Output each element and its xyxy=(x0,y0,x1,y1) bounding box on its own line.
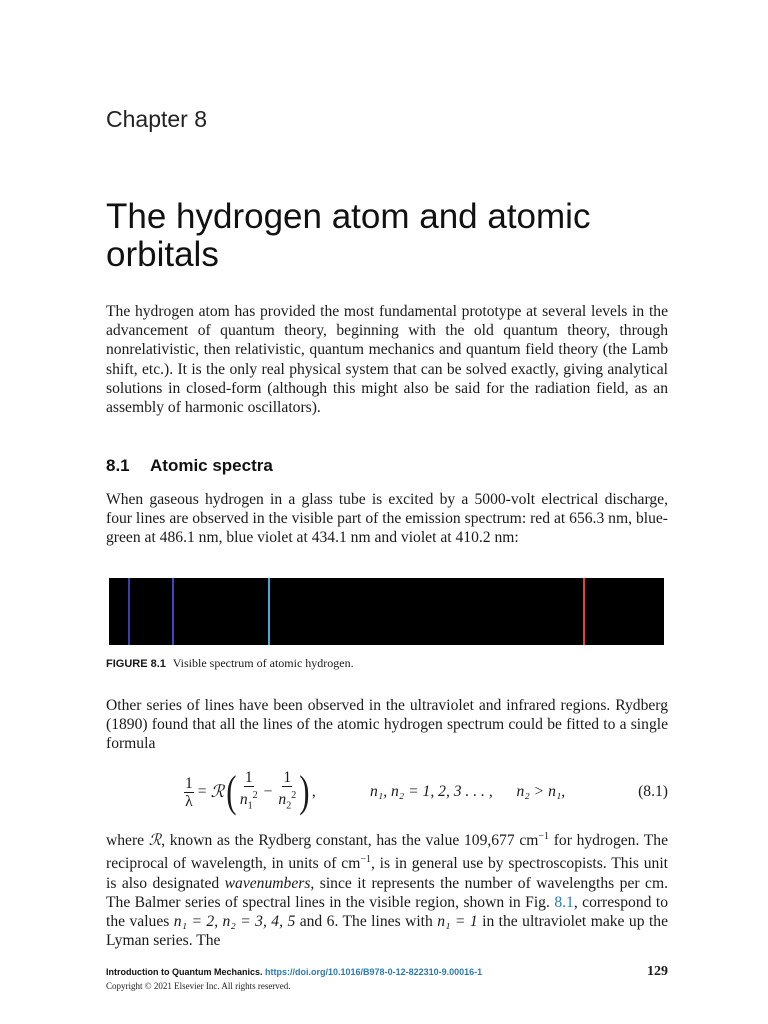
n1-subscript: 1 xyxy=(247,800,253,812)
spectral-line-red xyxy=(583,578,585,645)
section-heading xyxy=(106,456,273,476)
section-title: Atomic spectra xyxy=(150,456,273,475)
text-run: , known as the Rydberg constant, has the value 109,677 cm xyxy=(161,832,539,850)
emphasis-wavenumbers: wavenumbers xyxy=(224,874,311,892)
page-number: 129 xyxy=(647,964,668,979)
section-number: 8.1 xyxy=(106,456,130,475)
lhs-denominator: λ xyxy=(185,792,193,810)
section-paragraph: When gaseous hydrogen in a glass tube is excited by a 5000-volt electrical discharge, four lines are observed in the visible part of the emission spectrum: red at 656.3 nm, blue-green at 486.1 nm, blue violet at 434.1 nm and violet at 410.2 nm: xyxy=(106,491,668,547)
n2-symbol: n xyxy=(278,791,287,809)
term2-fraction xyxy=(277,769,297,814)
text-run: , is in general use by spectroscopists. This unit is also designated xyxy=(106,855,668,892)
figure-reference-link[interactable]: 8.1 xyxy=(554,893,574,911)
rydberg-symbol-inline: ℛ xyxy=(148,832,162,850)
copyright: Copyright © 2021 Elsevier Inc. All rights reserved. xyxy=(106,981,291,991)
intro-paragraph: The hydrogen atom has provided the most fundamental prototype at several levels in the advancement of quantum theory, beginning with the old quantum theory, through nonrelativistic, then relativistic, quantum mechanics and quantum field theory (the Lamb shift, etc.). It is the only real physical system that can be solved exactly, giving analytical solutions in closed-form (although this might also be said for the radiation field, as an assembly of harmonic oscillators). xyxy=(106,303,668,417)
right-paren: ) xyxy=(299,767,310,816)
equation-comma: , xyxy=(311,783,316,800)
math-inline: n₂ = 3, 4, 5 xyxy=(222,913,296,931)
series-paragraph: Other series of lines have been observed in the ultraviolet and infrared regions. Rydberg (1890) found that all the lines of the atomic hydrogen spectrum could be fitted to a single formula xyxy=(106,697,668,753)
text-run: and 6. The lines with xyxy=(295,913,438,931)
book-title: Introduction to Quantum Mechanics. xyxy=(106,967,263,977)
n1-symbol: n xyxy=(239,791,248,809)
left-paren: ( xyxy=(226,767,237,816)
exponent: −1 xyxy=(360,854,371,866)
math-inline: n₁ = 1 xyxy=(437,913,478,931)
footer-reference xyxy=(106,967,482,977)
rydberg-symbol: ℛ xyxy=(210,782,225,801)
rydberg-equation xyxy=(160,768,668,816)
chapter-label: Chapter 8 xyxy=(106,106,208,132)
hydrogen-spectrum-figure xyxy=(109,578,664,645)
term1-numerator: 1 xyxy=(244,769,253,787)
n2-subscript: 2 xyxy=(286,800,292,812)
spectral-line-violet xyxy=(128,578,130,645)
spectral-line-blue-green xyxy=(268,578,270,645)
rydberg-paragraph xyxy=(106,827,668,951)
equation-body xyxy=(184,768,316,816)
minus-sign: − xyxy=(263,783,273,800)
equation-number: (8.1) xyxy=(638,783,668,800)
chapter-title: The hydrogen atom and atomic orbitals xyxy=(106,197,591,274)
text-run: , xyxy=(214,913,223,931)
figure-label: FIGURE 8.1 xyxy=(106,658,166,670)
n1-exponent: 2 xyxy=(252,790,258,802)
lhs-fraction xyxy=(184,775,194,810)
condition-range: n₁, n₂ = 1, 2, 3 . . . , xyxy=(370,783,493,800)
n2-exponent: 2 xyxy=(291,790,297,802)
term2-numerator: 1 xyxy=(283,769,292,787)
doi-link[interactable]: https://doi.org/10.1016/B978-0-12-822310-9.00016-1 xyxy=(265,967,483,977)
term1-fraction xyxy=(239,769,259,814)
spectral-line-blue-violet xyxy=(172,578,174,645)
equals-sign: = xyxy=(197,783,207,800)
text-run: , since it represents the number of wavelengths per cm. The Balmer series of spectral lines in the visible region, shown in Fig. xyxy=(106,874,668,911)
condition-order: n₂ > n₁, xyxy=(516,783,566,800)
exponent: −1 xyxy=(538,831,550,842)
math-inline: n₁ = 2 xyxy=(173,913,215,931)
text-run: , correspond to the values xyxy=(106,893,668,931)
equation-conditions xyxy=(370,783,565,801)
text-run: in the ultraviolet make up the Lyman series. The xyxy=(106,913,668,950)
term1-denominator xyxy=(239,787,259,814)
text-run: for hydrogen. The reciprocal of wavelength, in units of cm xyxy=(106,832,668,873)
term2-denominator xyxy=(277,787,297,814)
figure-caption xyxy=(106,656,354,671)
text-run: where xyxy=(106,832,149,850)
figure-caption-text: Visible spectrum of atomic hydrogen. xyxy=(172,656,354,670)
lhs-numerator: 1 xyxy=(185,774,193,792)
